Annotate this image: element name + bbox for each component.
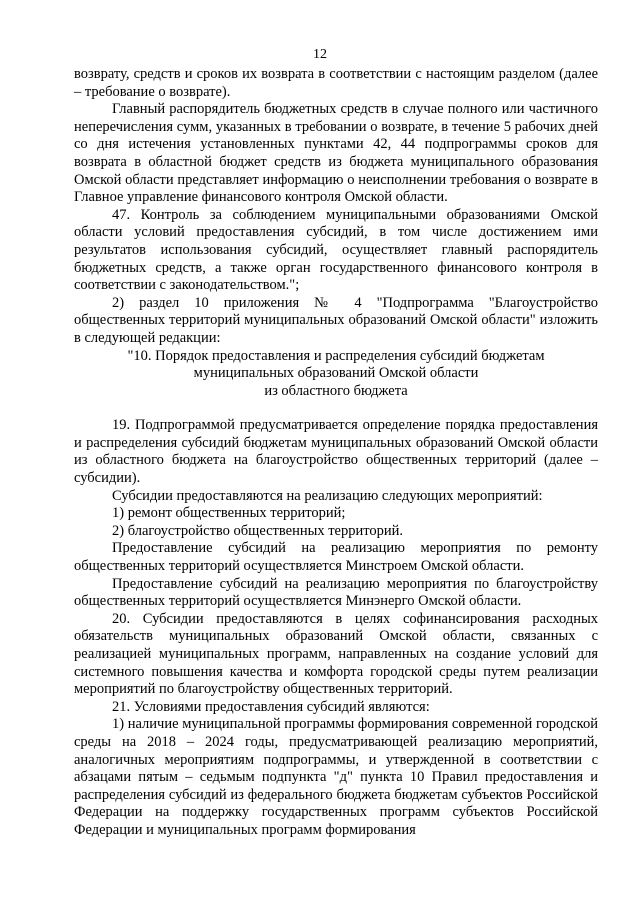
page-number: 12 bbox=[313, 47, 327, 62]
section-title-line-2: муниципальных образований Омской области bbox=[193, 365, 479, 382]
section-title-line-1: "10. Порядок предоставления и распределения субсидий бюджетам bbox=[127, 347, 545, 364]
paragraph-minenergo: Предоставление субсидий на реализацию мероприятия по благоустройству общественных территорий осуществляется Минэнерго Омской области. bbox=[74, 575, 598, 610]
paragraph-19: 19. Подпрограммой предусматривается определение порядка предоставления и распределения субсидий бюджетам муниципальных образований Омской области из областного бюджета на благоустройство общественных территорий (далее – субсидии). bbox=[74, 417, 598, 487]
paragraph-21: 21. Условиями предоставления субсидий являются: bbox=[112, 698, 430, 715]
paragraph-20: 20. Субсидии предоставляются в целях софинансирования расходных обязательств муниципальных образований Омской области, связанных с реализацией муниципальных программ, направленных на создание условий для системного повышения качества и комфорта городской среды путем реализации мероприятий по благоустройству общественных территорий. bbox=[74, 610, 598, 698]
paragraph-minstroy: Предоставление субсидий на реализацию мероприятия по ремонту общественных территорий осуществляется Минстроем Омской области. bbox=[74, 540, 598, 575]
paragraph-continuation: возврату, средств и сроков их возврата в соответствии с настоящим разделом (далее – требование о возврате). bbox=[74, 66, 598, 100]
section-title-line-3: из областного бюджета bbox=[264, 382, 408, 399]
paragraph-section-10-amendment: 2) раздел 10 приложения № 4 "Подпрограмма "Благоустройство общественных территорий муниципальных образований Омской области" изложить в следующей редакции: bbox=[74, 294, 598, 346]
section-title bbox=[74, 348, 598, 401]
paragraph-chief-administrator: Главный распорядитель бюджетных средств в случае полного или частичного неперечисления сумм, указанных в требовании о возврате, в течение 5 рабочих дней со дня истечения установленных пунктами 42, 44 подпрограммы сроков для возврата в областной бюджет средств из бюджета муниципального образования Омской области представляет информацию о неисполнении требования о возврате в Главное управление финансового контроля Омской области. bbox=[74, 101, 598, 206]
document-body bbox=[74, 66, 598, 840]
list-item-improvement: 2) благоустройство общественных территорий. bbox=[112, 522, 404, 539]
paragraph-47-control: 47. Контроль за соблюдением муниципальными образованиями Омской области условий предоставления субсидий, в том числе достижением ими результатов использования субсидий, осуществляет главный распорядитель бюджетных средств, а также орган государственного финансового контроля в соответствии с законодательством."; bbox=[74, 206, 598, 294]
list-item-repair: 1) ремонт общественных территорий; bbox=[112, 505, 346, 522]
paragraph-subsidies-activities: Субсидии предоставляются на реализацию следующих мероприятий: bbox=[112, 487, 543, 504]
spacer bbox=[74, 400, 598, 417]
paragraph-21-item-1: 1) наличие муниципальной программы формирования современной городской среды на 2018 – 2024 годы, предусматривающей реализацию мероприятий, аналогичных мероприятиям подпрограммы, и утвержденной в соответствии с абзацами пятым – седьмым подпункта "д" пункта 10 Правил предоставления и распределения субсидий из федерального бюджета бюджетам субъектов Российской Федерации на поддержку государственных программ субъектов Российской Федерации и муниципальных программ формирования bbox=[74, 716, 598, 838]
